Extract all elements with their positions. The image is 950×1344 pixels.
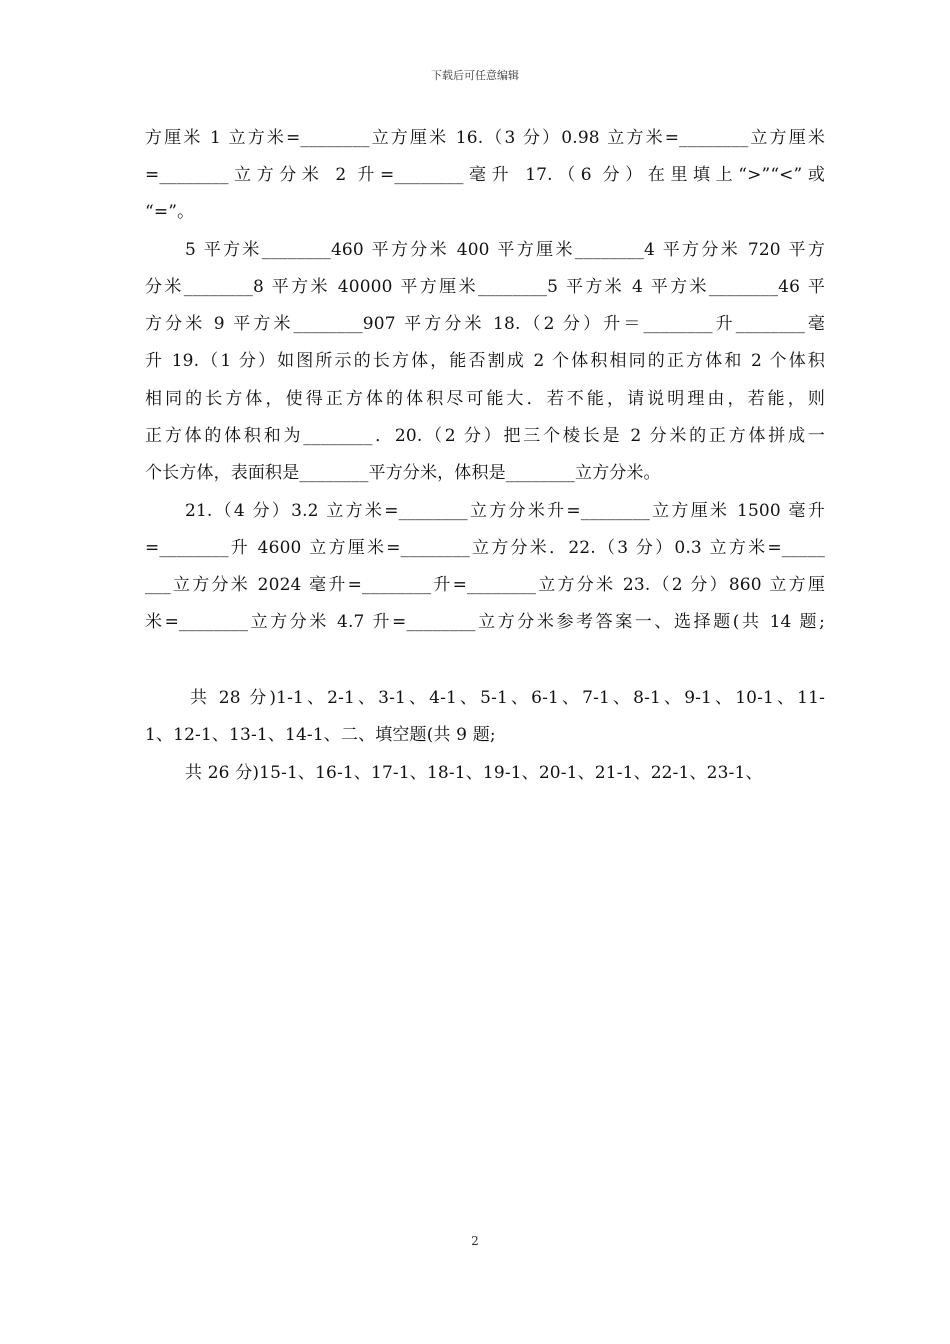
text-line: 正方体的体积和为________．20.（2 分）把三个棱长是 2 分米的正方体拼成一: [145, 426, 825, 446]
page-number: 2: [471, 1234, 479, 1248]
text-line: 5 平方米________460 平方分米 400 平方厘米________4 平方分米 720 平方: [185, 240, 825, 260]
text-line: 分米________8 平方米 40000 平方厘米________5 平方米 4 平方米________46 平: [145, 277, 825, 297]
text-line: ___立方分米 2024 毫升=________升=________立方分米 23.（2 分）860 立方厘: [145, 575, 825, 595]
text-line: 相同的长方体，使得正方体的体积尽可能大．若不能，请说明理由，若能，则: [145, 389, 825, 409]
text-line: 方分米 9 平方米________907 平方分米 18.（2 分）升＝________升________毫: [145, 314, 825, 334]
page-header: 下载后可任意编辑: [431, 69, 519, 82]
text-line: 升 19.（1 分）如图所示的长方体，能否割成 2 个体积相同的正方体和 2 个体积: [145, 351, 825, 371]
text-line: 共 26 分)15-1、16-1、17-1、18-1、19-1、20-1、21-1、22-1、23-1、: [185, 763, 763, 783]
text-line: =________升 4600 立方厘米=________立方分米．22.（3 分）0.3 立方米=_____: [145, 538, 825, 558]
text-line: 21.（4 分）3.2 立方米=________立方分米升=________立方厘米 1500 毫升: [185, 501, 825, 521]
text-line: 方厘米 1 立方米=________立方厘米 16.（3 分）0.98 立方米=________立方厘米: [145, 128, 825, 148]
text-line: 共 28 分)1-1、2-1、3-1、4-1、5-1、6-1、7-1、8-1、9-1、10-1、11-: [190, 688, 825, 708]
text-line: “=”。: [145, 202, 195, 222]
text-line: =________立方分米 2 升=________毫升 17.（6 分）在里填上“>”“<”或: [145, 165, 825, 185]
text-line: 米=________立方分米 4.7 升=________立方分米参考答案一、选择题(共 14 题;: [145, 612, 825, 632]
text-line: 个长方体，表面积是________平方分米，体积是________立方分米。: [145, 463, 661, 483]
text-line: 1、12-1、13-1、14-1、二、填空题(共 9 题;: [145, 725, 496, 745]
